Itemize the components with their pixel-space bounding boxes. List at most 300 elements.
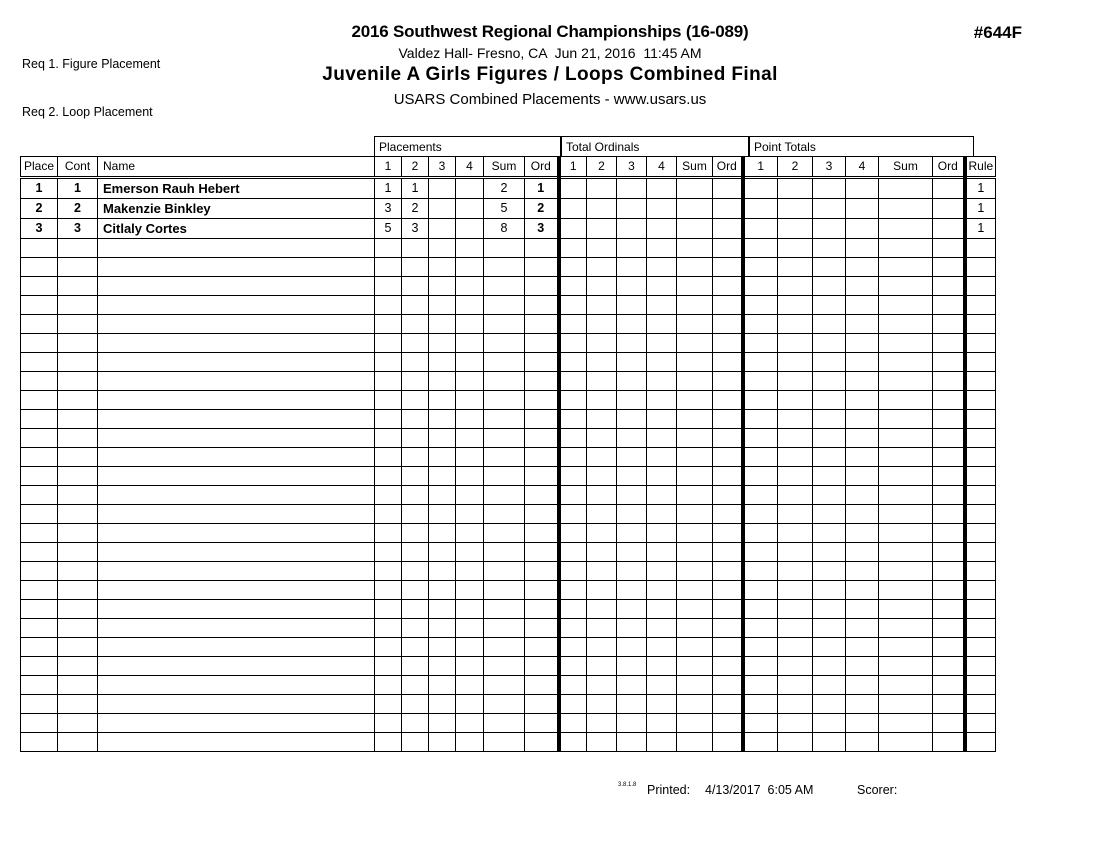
cell-placements-1 <box>375 676 402 695</box>
version-stamp: 3.8.1.8 <box>618 782 637 788</box>
cell-placements-1 <box>375 239 402 258</box>
cell-placements-1 <box>375 334 402 353</box>
title-block <box>0 22 1100 108</box>
cell-total-ordinals-3 <box>617 429 647 448</box>
cell-total-ordinals-4 <box>647 372 677 391</box>
cell-point-totals-1 <box>743 695 778 714</box>
cell-total-ordinals-3 <box>617 733 647 752</box>
cell-name <box>98 391 375 410</box>
cell-point-totals-1 <box>743 277 778 296</box>
cell-placements-2 <box>402 600 429 619</box>
cell-point-totals-sum <box>879 219 933 239</box>
table-row-empty <box>21 733 996 752</box>
cell-total-ordinals-ord <box>713 277 743 296</box>
group-header-point-totals: Point Totals <box>749 136 974 156</box>
cell-total-ordinals-4 <box>647 277 677 296</box>
cell-name <box>98 467 375 486</box>
cell-point-totals-2 <box>778 562 813 581</box>
cell-total-ordinals-ord <box>713 239 743 258</box>
cell-total-ordinals-sum <box>677 448 713 467</box>
cell-point-totals-4 <box>846 638 879 657</box>
cell-total-ordinals-3 <box>617 657 647 676</box>
cell-total-ordinals-ord <box>713 391 743 410</box>
cell-point-totals-sum <box>879 638 933 657</box>
cell-point-totals-1 <box>743 334 778 353</box>
table-row <box>21 219 996 239</box>
cell-point-totals-2 <box>778 714 813 733</box>
cell-total-ordinals-1 <box>559 178 587 199</box>
cell-place <box>21 657 58 676</box>
cell-point-totals-ord <box>933 543 965 562</box>
cell-placements-3 <box>429 199 456 219</box>
cell-point-totals-4 <box>846 296 879 315</box>
cell-point-totals-2 <box>778 334 813 353</box>
cell-point-totals-3 <box>813 258 846 277</box>
cell-cont <box>58 714 98 733</box>
cell-point-totals-2 <box>778 733 813 752</box>
cell-placements-3 <box>429 657 456 676</box>
cell-rule <box>965 334 996 353</box>
cell-total-ordinals-sum <box>677 505 713 524</box>
cell-cont <box>58 619 98 638</box>
scorer-label: Scorer: <box>857 783 898 797</box>
cell-place <box>21 505 58 524</box>
cell-placements-3 <box>429 334 456 353</box>
table-row-empty <box>21 676 996 695</box>
cell-place <box>21 448 58 467</box>
cell-placements-4 <box>456 353 484 372</box>
cell-placements-2 <box>402 296 429 315</box>
cell-placements-ord <box>525 239 559 258</box>
cell-placements-sum <box>484 676 525 695</box>
cell-cont: 2 <box>58 199 98 219</box>
cell-total-ordinals-1 <box>559 429 587 448</box>
cell-total-ordinals-4 <box>647 505 677 524</box>
cell-cont <box>58 543 98 562</box>
cell-point-totals-sum <box>879 258 933 277</box>
cell-placements-ord <box>525 619 559 638</box>
cell-placements-sum <box>484 619 525 638</box>
cell-name <box>98 410 375 429</box>
cell-rule <box>965 581 996 600</box>
cell-placements-4 <box>456 467 484 486</box>
cell-placements-4 <box>456 524 484 543</box>
cell-point-totals-ord <box>933 657 965 676</box>
cell-total-ordinals-3 <box>617 619 647 638</box>
cell-total-ordinals-3 <box>617 178 647 199</box>
cell-total-ordinals-sum <box>677 219 713 239</box>
cell-total-ordinals-2 <box>587 353 617 372</box>
cell-point-totals-ord <box>933 429 965 448</box>
cell-point-totals-4 <box>846 315 879 334</box>
cell-total-ordinals-1 <box>559 733 587 752</box>
cell-total-ordinals-3 <box>617 543 647 562</box>
cell-point-totals-3 <box>813 676 846 695</box>
cell-rule <box>965 600 996 619</box>
cell-point-totals-3 <box>813 219 846 239</box>
cell-point-totals-3 <box>813 296 846 315</box>
cell-placements-sum: 5 <box>484 199 525 219</box>
cell-placements-2 <box>402 638 429 657</box>
cell-placements-ord <box>525 524 559 543</box>
cell-total-ordinals-2 <box>587 372 617 391</box>
cell-point-totals-2 <box>778 486 813 505</box>
cell-total-ordinals-3 <box>617 296 647 315</box>
cell-total-ordinals-2 <box>587 619 617 638</box>
cell-placements-2 <box>402 581 429 600</box>
cell-point-totals-4 <box>846 676 879 695</box>
cell-placements-4 <box>456 581 484 600</box>
cell-point-totals-ord <box>933 219 965 239</box>
cell-point-totals-3 <box>813 619 846 638</box>
cell-total-ordinals-3 <box>617 334 647 353</box>
cell-total-ordinals-4 <box>647 486 677 505</box>
cell-point-totals-ord <box>933 562 965 581</box>
cell-point-totals-3 <box>813 638 846 657</box>
cell-total-ordinals-4 <box>647 258 677 277</box>
cell-total-ordinals-2 <box>587 410 617 429</box>
cell-total-ordinals-3 <box>617 524 647 543</box>
table-row-empty <box>21 524 996 543</box>
cell-point-totals-ord <box>933 410 965 429</box>
cell-total-ordinals-3 <box>617 372 647 391</box>
cell-point-totals-4 <box>846 524 879 543</box>
cell-placements-4 <box>456 657 484 676</box>
cell-placements-sum <box>484 467 525 486</box>
cell-point-totals-4 <box>846 695 879 714</box>
cell-point-totals-4 <box>846 505 879 524</box>
cell-total-ordinals-2 <box>587 600 617 619</box>
table-row-empty <box>21 695 996 714</box>
table-row-empty <box>21 315 996 334</box>
cell-rule <box>965 467 996 486</box>
table-row-empty <box>21 334 996 353</box>
cell-point-totals-ord <box>933 714 965 733</box>
cell-placements-sum <box>484 733 525 752</box>
cell-placements-4 <box>456 638 484 657</box>
cell-point-totals-sum <box>879 600 933 619</box>
cell-point-totals-4 <box>846 619 879 638</box>
cell-total-ordinals-1 <box>559 638 587 657</box>
cell-placements-3 <box>429 429 456 448</box>
table-row-empty <box>21 410 996 429</box>
cell-place <box>21 315 58 334</box>
cell-placements-sum <box>484 239 525 258</box>
cell-placements-ord <box>525 543 559 562</box>
cell-total-ordinals-4 <box>647 543 677 562</box>
cell-placements-sum <box>484 429 525 448</box>
cell-name <box>98 315 375 334</box>
cell-placements-2 <box>402 695 429 714</box>
cell-point-totals-3 <box>813 315 846 334</box>
cell-placements-sum <box>484 315 525 334</box>
cell-total-ordinals-2 <box>587 543 617 562</box>
cell-point-totals-3 <box>813 505 846 524</box>
cell-place <box>21 638 58 657</box>
cell-total-ordinals-ord <box>713 410 743 429</box>
cell-cont <box>58 334 98 353</box>
cell-point-totals-1 <box>743 619 778 638</box>
cell-rule <box>965 315 996 334</box>
cell-place <box>21 239 58 258</box>
venue-date-line: Valdez Hall- Fresno, CA Jun 21, 2016 11:45 AM <box>398 45 702 61</box>
cell-total-ordinals-ord <box>713 638 743 657</box>
cell-total-ordinals-ord <box>713 448 743 467</box>
cell-name <box>98 353 375 372</box>
cell-placements-ord <box>525 600 559 619</box>
cell-placements-1 <box>375 448 402 467</box>
cell-rule <box>965 619 996 638</box>
cell-placements-sum <box>484 657 525 676</box>
cell-total-ordinals-4 <box>647 638 677 657</box>
cell-point-totals-1 <box>743 258 778 277</box>
cell-placements-ord <box>525 410 559 429</box>
cell-total-ordinals-ord <box>713 695 743 714</box>
cell-total-ordinals-4 <box>647 657 677 676</box>
cell-point-totals-2 <box>778 315 813 334</box>
cell-cont <box>58 486 98 505</box>
cell-point-totals-4 <box>846 258 879 277</box>
cell-placements-4 <box>456 543 484 562</box>
cell-total-ordinals-1 <box>559 239 587 258</box>
cell-total-ordinals-2 <box>587 505 617 524</box>
table-row-empty <box>21 277 996 296</box>
cell-point-totals-ord <box>933 258 965 277</box>
cell-placements-3 <box>429 448 456 467</box>
table-row-empty <box>21 505 996 524</box>
cell-point-totals-4 <box>846 543 879 562</box>
cell-total-ordinals-4 <box>647 733 677 752</box>
cell-total-ordinals-ord <box>713 258 743 277</box>
cell-name <box>98 581 375 600</box>
cell-placements-4 <box>456 277 484 296</box>
cell-total-ordinals-3 <box>617 199 647 219</box>
cell-point-totals-1 <box>743 372 778 391</box>
cell-place <box>21 391 58 410</box>
cell-total-ordinals-4 <box>647 391 677 410</box>
cell-placements-ord <box>525 733 559 752</box>
cell-cont <box>58 676 98 695</box>
cell-placements-2: 3 <box>402 219 429 239</box>
cell-point-totals-3 <box>813 714 846 733</box>
cell-name <box>98 505 375 524</box>
cell-total-ordinals-ord <box>713 543 743 562</box>
cell-point-totals-1 <box>743 467 778 486</box>
cell-point-totals-sum <box>879 429 933 448</box>
cell-point-totals-4 <box>846 334 879 353</box>
cell-point-totals-sum <box>879 372 933 391</box>
cell-point-totals-ord <box>933 486 965 505</box>
cell-placements-sum <box>484 543 525 562</box>
cell-point-totals-3 <box>813 429 846 448</box>
cell-total-ordinals-3 <box>617 581 647 600</box>
col-header-total-ordinals-4: 4 <box>647 157 677 178</box>
cell-total-ordinals-sum <box>677 239 713 258</box>
cell-point-totals-2 <box>778 448 813 467</box>
cell-cont <box>58 581 98 600</box>
cell-placements-3 <box>429 486 456 505</box>
cell-total-ordinals-2 <box>587 199 617 219</box>
cell-total-ordinals-1 <box>559 219 587 239</box>
cell-placements-sum <box>484 372 525 391</box>
cell-point-totals-2 <box>778 676 813 695</box>
cell-placements-2 <box>402 657 429 676</box>
cell-placements-2 <box>402 372 429 391</box>
cell-placements-2 <box>402 467 429 486</box>
cell-total-ordinals-3 <box>617 219 647 239</box>
cell-point-totals-ord <box>933 581 965 600</box>
cell-total-ordinals-2 <box>587 714 617 733</box>
cell-name <box>98 258 375 277</box>
table-row-empty <box>21 448 996 467</box>
cell-total-ordinals-2 <box>587 562 617 581</box>
cell-point-totals-sum <box>879 695 933 714</box>
cell-total-ordinals-2 <box>587 429 617 448</box>
cell-total-ordinals-3 <box>617 676 647 695</box>
cell-total-ordinals-4 <box>647 178 677 199</box>
cell-cont <box>58 239 98 258</box>
cell-placements-sum: 2 <box>484 178 525 199</box>
cell-placements-3 <box>429 239 456 258</box>
cell-total-ordinals-4 <box>647 199 677 219</box>
cell-total-ordinals-4 <box>647 467 677 486</box>
cell-point-totals-1 <box>743 676 778 695</box>
cell-total-ordinals-3 <box>617 695 647 714</box>
cell-cont <box>58 277 98 296</box>
cell-placements-1 <box>375 600 402 619</box>
cell-total-ordinals-ord <box>713 315 743 334</box>
cell-point-totals-1 <box>743 199 778 219</box>
cell-total-ordinals-2 <box>587 657 617 676</box>
cell-point-totals-1 <box>743 562 778 581</box>
cell-point-totals-ord <box>933 315 965 334</box>
cell-place <box>21 581 58 600</box>
cell-placements-1 <box>375 372 402 391</box>
cell-point-totals-1 <box>743 505 778 524</box>
cell-total-ordinals-4 <box>647 619 677 638</box>
cell-placements-3 <box>429 296 456 315</box>
cell-total-ordinals-4 <box>647 600 677 619</box>
cell-total-ordinals-3 <box>617 467 647 486</box>
cell-placements-4 <box>456 410 484 429</box>
cell-total-ordinals-3 <box>617 277 647 296</box>
cell-placements-ord <box>525 258 559 277</box>
cell-placements-1: 3 <box>375 199 402 219</box>
cell-point-totals-3 <box>813 199 846 219</box>
cell-total-ordinals-1 <box>559 410 587 429</box>
championship-title: 2016 Southwest Regional Championships (16-089) <box>351 22 749 41</box>
cell-point-totals-3 <box>813 277 846 296</box>
cell-total-ordinals-ord <box>713 467 743 486</box>
cell-placements-ord <box>525 353 559 372</box>
cell-total-ordinals-1 <box>559 524 587 543</box>
cell-cont: 1 <box>58 178 98 199</box>
cell-placements-ord <box>525 277 559 296</box>
cell-point-totals-2 <box>778 391 813 410</box>
cell-total-ordinals-1 <box>559 296 587 315</box>
cell-total-ordinals-2 <box>587 448 617 467</box>
cell-total-ordinals-2 <box>587 695 617 714</box>
cell-point-totals-sum <box>879 296 933 315</box>
cell-total-ordinals-3 <box>617 600 647 619</box>
cell-placements-ord <box>525 391 559 410</box>
cell-point-totals-3 <box>813 448 846 467</box>
cell-total-ordinals-1 <box>559 600 587 619</box>
cell-place <box>21 562 58 581</box>
cell-cont <box>58 448 98 467</box>
cell-placements-4 <box>456 258 484 277</box>
cell-total-ordinals-4 <box>647 315 677 334</box>
cell-name <box>98 714 375 733</box>
cell-placements-2 <box>402 258 429 277</box>
col-header-placements-1: 1 <box>375 157 402 178</box>
req-line-1: Req 1. Figure Placement <box>22 57 161 71</box>
cell-point-totals-ord <box>933 391 965 410</box>
col-header-cont: Cont <box>58 157 98 178</box>
cell-total-ordinals-sum <box>677 581 713 600</box>
col-header-point-totals-2: 2 <box>778 157 813 178</box>
cell-name <box>98 600 375 619</box>
cell-total-ordinals-sum <box>677 199 713 219</box>
cell-point-totals-3 <box>813 239 846 258</box>
col-header-total-ordinals-ord: Ord <box>713 157 743 178</box>
table-row <box>21 199 996 219</box>
cell-point-totals-ord <box>933 676 965 695</box>
cell-rule <box>965 638 996 657</box>
cell-total-ordinals-3 <box>617 410 647 429</box>
cell-total-ordinals-sum <box>677 467 713 486</box>
cell-cont <box>58 315 98 334</box>
cell-point-totals-1 <box>743 714 778 733</box>
cell-name: Citlaly Cortes <box>98 219 375 239</box>
col-header-point-totals-4: 4 <box>846 157 879 178</box>
cell-total-ordinals-sum <box>677 277 713 296</box>
cell-placements-4 <box>456 600 484 619</box>
cell-point-totals-3 <box>813 524 846 543</box>
cell-total-ordinals-2 <box>587 277 617 296</box>
cell-placements-ord: 3 <box>525 219 559 239</box>
cell-total-ordinals-sum <box>677 372 713 391</box>
col-header-total-ordinals-1: 1 <box>559 157 587 178</box>
col-header-placements-sum: Sum <box>484 157 525 178</box>
cell-point-totals-sum <box>879 410 933 429</box>
cell-total-ordinals-2 <box>587 296 617 315</box>
cell-point-totals-3 <box>813 410 846 429</box>
cell-name <box>98 524 375 543</box>
cell-point-totals-ord <box>933 239 965 258</box>
table-row-empty <box>21 714 996 733</box>
cell-placements-2 <box>402 334 429 353</box>
cell-placements-sum <box>484 562 525 581</box>
cell-total-ordinals-1 <box>559 562 587 581</box>
col-header-placements-ord: Ord <box>525 157 559 178</box>
cell-placements-1 <box>375 296 402 315</box>
cell-point-totals-3 <box>813 467 846 486</box>
cell-point-totals-1 <box>743 296 778 315</box>
cell-total-ordinals-sum <box>677 258 713 277</box>
cell-placements-ord <box>525 448 559 467</box>
cell-total-ordinals-2 <box>587 676 617 695</box>
cell-total-ordinals-ord <box>713 562 743 581</box>
col-header-name: Name <box>98 157 375 178</box>
cell-placements-2 <box>402 562 429 581</box>
cell-total-ordinals-sum <box>677 315 713 334</box>
cell-total-ordinals-1 <box>559 199 587 219</box>
cell-cont <box>58 562 98 581</box>
cell-point-totals-3 <box>813 733 846 752</box>
cell-placements-4 <box>456 429 484 448</box>
cell-total-ordinals-2 <box>587 258 617 277</box>
